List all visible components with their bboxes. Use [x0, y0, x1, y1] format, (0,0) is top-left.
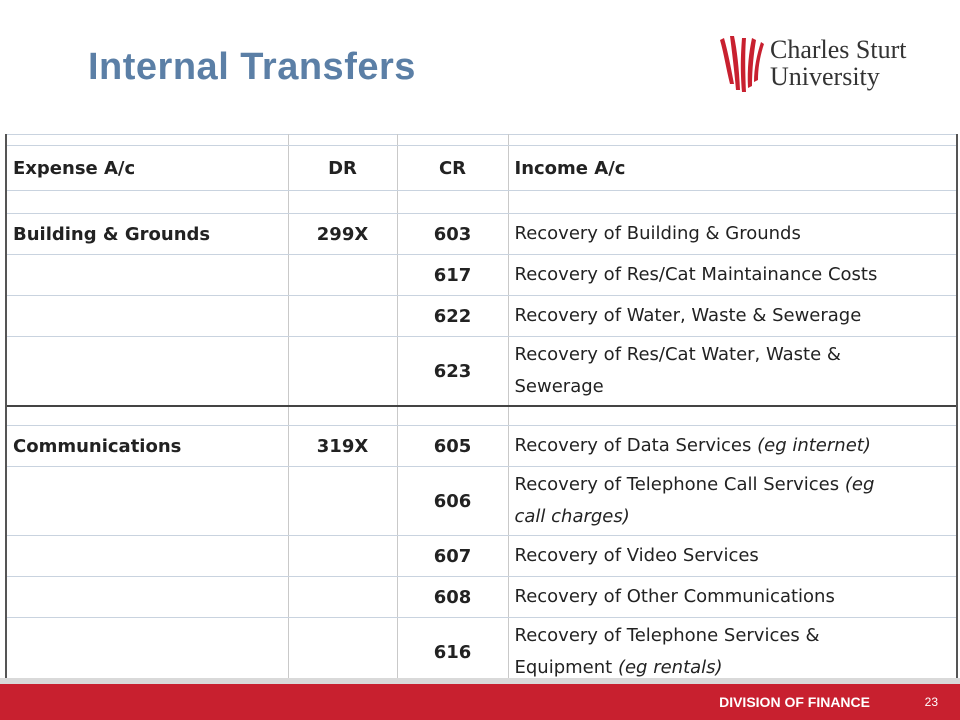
- income-text: Recovery of Data Services: [514, 435, 752, 456]
- income-line-2: Sewerage: [514, 376, 604, 397]
- table-row: [6, 618, 957, 687]
- internal-transfers-table: [5, 134, 958, 687]
- cr-cell: 605: [397, 426, 508, 467]
- table-row: [6, 255, 957, 296]
- table-top-spacer: [6, 135, 957, 146]
- cr-cell: 622: [397, 296, 508, 337]
- dr-cell: 319X: [288, 426, 397, 467]
- header-dr: DR: [288, 146, 397, 191]
- cr-cell: 617: [397, 255, 508, 296]
- footer-top-stripe: [0, 678, 960, 684]
- header-expense: Expense A/c: [6, 146, 288, 191]
- income-cell: [508, 467, 957, 536]
- cr-cell: 607: [397, 536, 508, 577]
- table-gap-row: [6, 191, 957, 214]
- page-number: 23: [924, 695, 938, 709]
- table-header-row: [6, 146, 957, 191]
- logo-line-2: University: [770, 62, 880, 91]
- income-cell: [508, 426, 957, 467]
- cr-cell: 603: [397, 214, 508, 255]
- university-logo: [718, 34, 928, 96]
- income-line-2: call charges): [514, 506, 630, 527]
- table-row: [6, 296, 957, 337]
- cr-cell: 616: [397, 618, 508, 687]
- income-cell: Recovery of Building & Grounds: [508, 214, 957, 255]
- table-gap-row: [6, 406, 957, 426]
- income-cell: Recovery of Video Services: [508, 536, 957, 577]
- income-line-1: Recovery of Res/Cat Water, Waste &: [514, 344, 841, 365]
- income-cell: Recovery of Other Communications: [508, 577, 957, 618]
- footer-division-label: DIVISION OF FINANCE: [719, 694, 870, 710]
- table-row: [6, 426, 957, 467]
- table-row: [6, 214, 957, 255]
- income-cell: Recovery of Water, Waste & Sewerage: [508, 296, 957, 337]
- income-note: (eg internet): [757, 435, 871, 456]
- income-text: Recovery of Telephone Call Services: [514, 474, 840, 495]
- income-line-1: [515, 469, 951, 501]
- page-title: Internal Transfers: [88, 46, 416, 88]
- table-row: [6, 536, 957, 577]
- expense-cell: Building & Grounds: [6, 214, 288, 255]
- expense-cell: Communications: [6, 426, 288, 467]
- cr-cell: 608: [397, 577, 508, 618]
- cr-cell: 623: [397, 337, 508, 407]
- header-income: Income A/c: [508, 146, 957, 191]
- table-row: [6, 467, 957, 536]
- income-cell: Recovery of Res/Cat Maintainance Costs: [508, 255, 957, 296]
- table-row: [6, 337, 957, 407]
- income-text: Equipment: [514, 657, 613, 678]
- logo-line-1: Charles Sturt: [770, 35, 907, 64]
- footer-bar: [0, 678, 960, 720]
- table-row: [6, 577, 957, 618]
- income-note: (eg: [844, 474, 875, 495]
- cr-cell: 606: [397, 467, 508, 536]
- income-note: (eg rentals): [617, 657, 723, 678]
- csu-flame-icon: [718, 34, 764, 96]
- income-cell: [508, 337, 957, 407]
- dr-cell: 299X: [288, 214, 397, 255]
- header-cr: CR: [397, 146, 508, 191]
- income-cell: [508, 618, 957, 687]
- transfers-table-container: [5, 134, 956, 678]
- income-line-1: Recovery of Telephone Services &: [514, 625, 820, 646]
